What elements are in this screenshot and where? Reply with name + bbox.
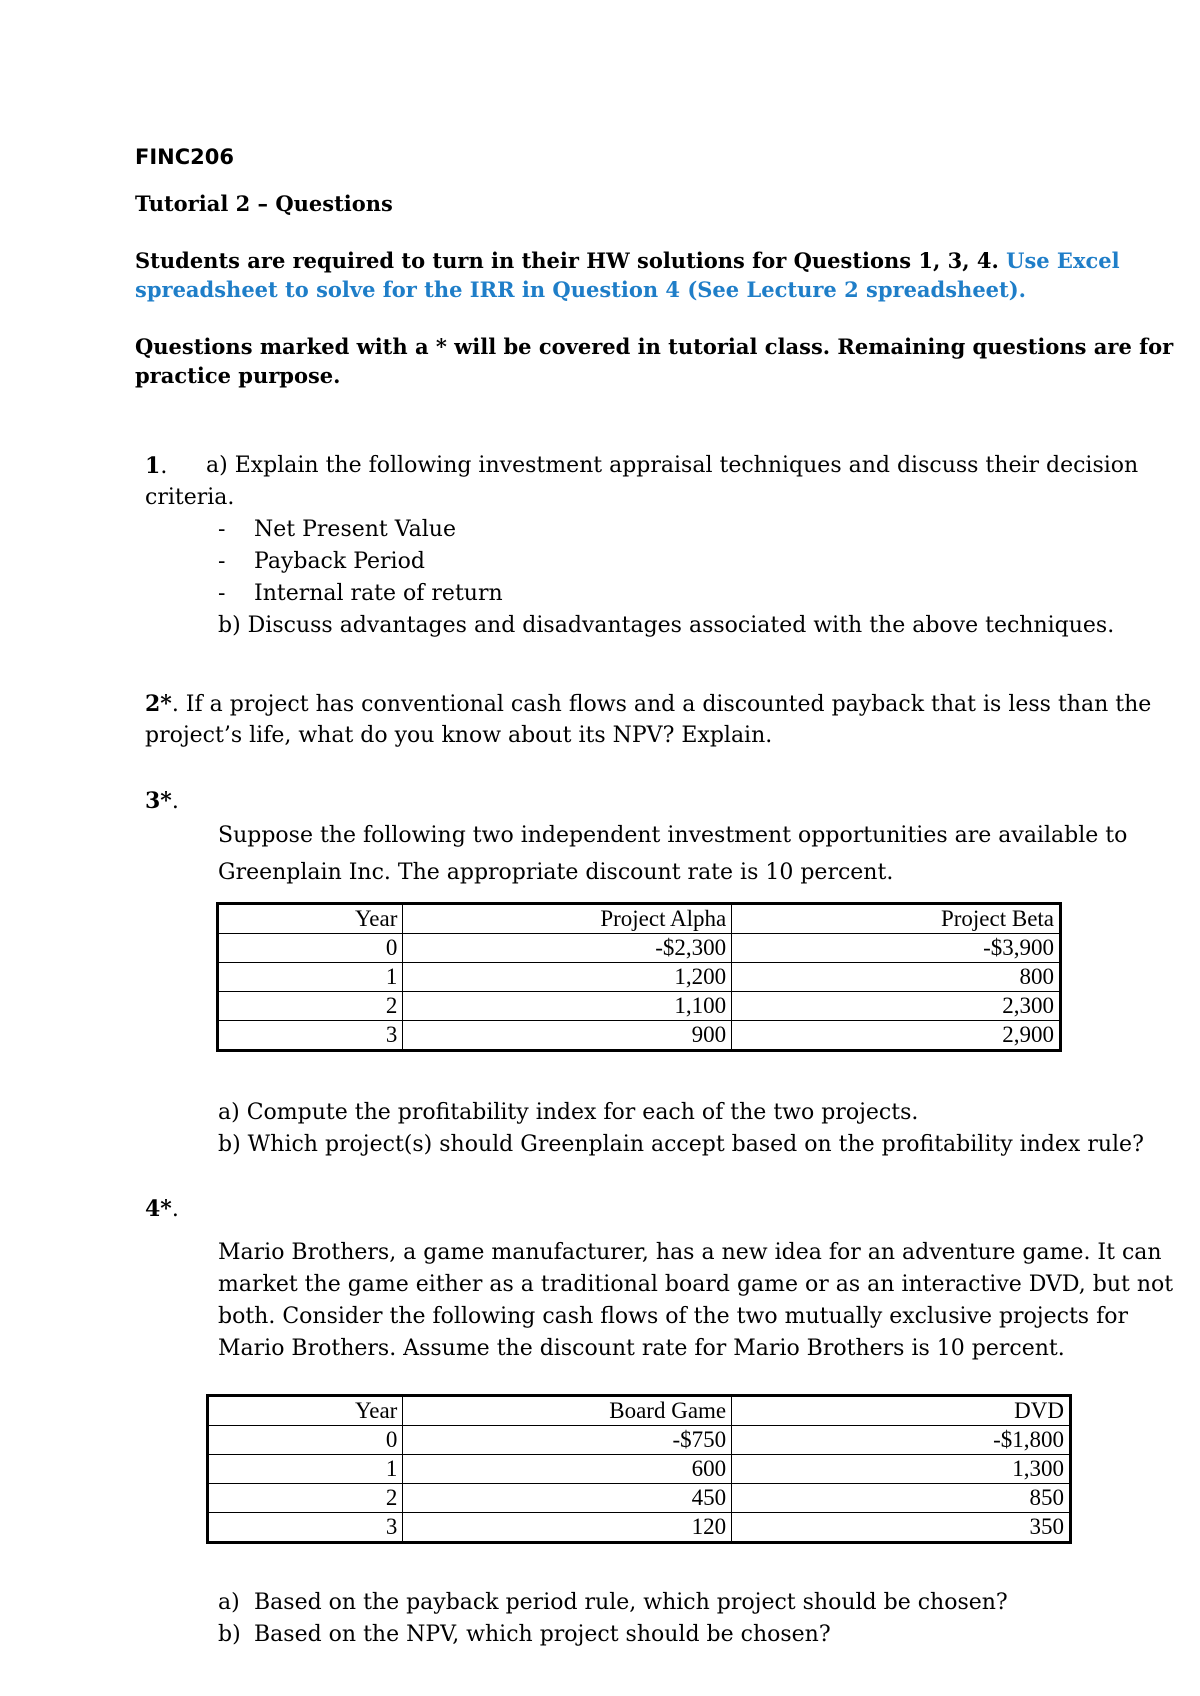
q1-part-a-line1: a) Explain the following investment appraisal techniques and discuss their decision xyxy=(206,453,1139,478)
table-row xyxy=(218,934,1061,963)
table-cell: 900 xyxy=(403,1021,732,1051)
table-row xyxy=(218,963,1061,992)
q4-part-a-label: a) xyxy=(218,1590,240,1615)
table-cell: 600 xyxy=(403,1455,732,1484)
q4-part-b: Based on the NPV, which project should be chosen? xyxy=(254,1622,831,1647)
table-cell: 1,100 xyxy=(403,992,732,1021)
table-cell: 450 xyxy=(403,1484,732,1513)
q2-line2: project’s life, what do you know about its NPV? Explain. xyxy=(145,723,773,748)
table-cell: -$750 xyxy=(403,1426,732,1455)
table-header: DVD xyxy=(732,1396,1071,1426)
q4-intro-line: Mario Brothers. Assume the discount rate for Mario Brothers is 10 percent. xyxy=(218,1336,1065,1361)
table-header: Board Game xyxy=(403,1396,732,1426)
excel-note: spreadsheet to solve for the IRR in Question 4 (See Lecture 2 spreadsheet). xyxy=(135,277,1026,302)
table-row xyxy=(218,904,1061,934)
table-cell: 0 xyxy=(208,1426,403,1455)
hw-note xyxy=(135,248,1120,273)
q1-item: Payback Period xyxy=(254,549,425,574)
table-row xyxy=(208,1396,1071,1426)
q3-table xyxy=(216,902,1062,1052)
table-row xyxy=(218,1021,1061,1051)
table-cell: 0 xyxy=(218,934,403,963)
table-row xyxy=(208,1484,1071,1513)
q1-number: 1. xyxy=(145,453,168,479)
q2-line1: 2*. If a project has conventional cash flows and a discounted payback that is less than the xyxy=(145,691,1152,717)
table-cell: 2,300 xyxy=(732,992,1061,1021)
q4-number: 4*. xyxy=(145,1196,179,1222)
table-row xyxy=(208,1426,1071,1455)
q1-bullet: - xyxy=(218,549,226,574)
table-row xyxy=(208,1455,1071,1484)
q1-item: Internal rate of return xyxy=(254,581,503,606)
q2-number: 2* xyxy=(145,691,172,717)
table-cell: 850 xyxy=(732,1484,1071,1513)
table-cell: -$3,900 xyxy=(732,934,1061,963)
table-cell: 120 xyxy=(403,1513,732,1543)
q1-item: Net Present Value xyxy=(254,517,456,542)
table-cell: -$2,300 xyxy=(403,934,732,963)
q4-part-a: Based on the payback period rule, which project should be chosen? xyxy=(254,1590,1008,1615)
hw-note-text: Students are required to turn in their HW solutions for Questions 1, 3, 4. xyxy=(135,248,999,273)
q3-part-b: b) Which project(s) should Greenplain accept based on the profitability index rule? xyxy=(218,1132,1144,1157)
q1-part-b: b) Discuss advantages and disadvantages associated with the above techniques. xyxy=(218,613,1115,638)
table-cell: 3 xyxy=(218,1021,403,1051)
q1-bullet: - xyxy=(218,581,226,606)
q1-bullet: - xyxy=(218,517,226,542)
table-header: Year xyxy=(208,1396,403,1426)
q3-intro-line1: Suppose the following two independent investment opportunities are available to xyxy=(218,823,1128,848)
q3-part-a: a) Compute the profitability index for each of the two projects. xyxy=(218,1100,919,1125)
table-cell: 2 xyxy=(208,1484,403,1513)
table-cell: 350 xyxy=(732,1513,1071,1543)
table-cell: 1,300 xyxy=(732,1455,1071,1484)
table-row xyxy=(208,1513,1071,1543)
table-cell: 1 xyxy=(218,963,403,992)
q4-intro-line: Mario Brothers, a game manufacturer, has a new idea for an adventure game. It can xyxy=(218,1240,1162,1265)
table-cell: -$1,800 xyxy=(732,1426,1071,1455)
table-cell: 1 xyxy=(208,1455,403,1484)
table-cell: 3 xyxy=(208,1513,403,1543)
table-cell: 2,900 xyxy=(732,1021,1061,1051)
table-row xyxy=(218,992,1061,1021)
q4-table xyxy=(206,1394,1072,1544)
course-code: FINC206 xyxy=(135,145,234,169)
table-cell: 800 xyxy=(732,963,1061,992)
excel-note-start: Use Excel xyxy=(1006,248,1120,273)
q4-intro-line: market the game either as a traditional board game or as an interactive DVD, but not xyxy=(218,1272,1174,1297)
tutorial-note-line2: practice purpose. xyxy=(135,363,341,388)
q1-part-a-line2: criteria. xyxy=(145,485,235,510)
q4-part-b-label: b) xyxy=(218,1622,241,1647)
tutorial-note-line1: Questions marked with a * will be covered in tutorial class. Remaining questions are for xyxy=(135,334,1174,359)
table-header: Project Beta xyxy=(732,904,1061,934)
tutorial-title: Tutorial 2 – Questions xyxy=(135,191,393,216)
table-header: Project Alpha xyxy=(403,904,732,934)
q4-intro-line: both. Consider the following cash flows of the two mutually exclusive projects for xyxy=(218,1304,1128,1329)
table-header: Year xyxy=(218,904,403,934)
q3-intro-line2: Greenplain Inc. The appropriate discount rate is 10 percent. xyxy=(218,860,894,885)
q3-number: 3*. xyxy=(145,788,179,814)
table-cell: 2 xyxy=(218,992,403,1021)
table-cell: 1,200 xyxy=(403,963,732,992)
